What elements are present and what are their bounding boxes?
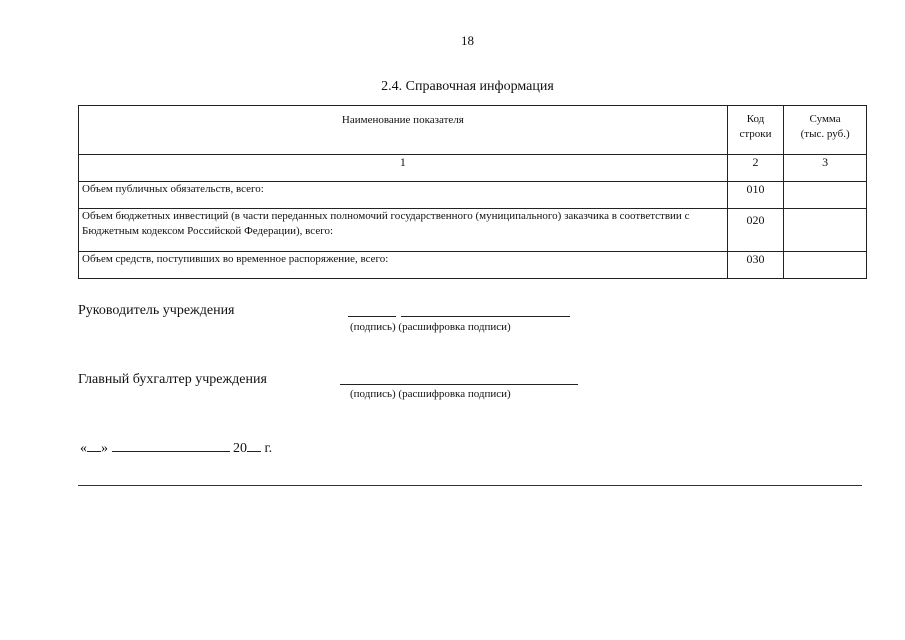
header-indicator-name: Наименование показателя: [79, 106, 728, 155]
row-line-code: 010: [727, 182, 784, 209]
reference-info-table: [78, 105, 867, 279]
header-sum-line1: Сумма: [809, 113, 841, 125]
table-row: [79, 209, 867, 252]
row-sum-cell[interactable]: [784, 252, 867, 279]
header-sum-line2: (тыс. руб.): [800, 128, 850, 140]
header-code-line1: Код: [746, 113, 765, 125]
date-month-blank[interactable]: [112, 437, 230, 452]
head-signature-decode-line[interactable]: [401, 316, 570, 317]
footer-divider: [78, 485, 862, 486]
section-title: 2.4. Справочная информация: [381, 79, 554, 94]
column-number: 3: [784, 155, 867, 182]
row-line-code: 030: [727, 252, 784, 279]
head-signature-label: Руководитель учреждения: [78, 303, 235, 318]
date-year-suffix: г.: [264, 441, 273, 456]
table-row: [79, 252, 867, 279]
head-signature-caption: (подпись) (расшифровка подписи): [350, 321, 511, 333]
column-number: 2: [727, 155, 784, 182]
accountant-signature-label: Главный бухгалтер учреждения: [78, 372, 267, 387]
accountant-signature-line[interactable]: [340, 384, 578, 385]
header-line-code: [727, 106, 784, 155]
row-indicator-name: Объем бюджетных инвестиций (в части переданных полномочий государственного (муниципального) заказчика в соответствии с Бюджетным кодексом Российской Федерации), всего:: [79, 209, 728, 252]
page-number: 18: [461, 33, 474, 48]
header-sum: [784, 106, 867, 155]
table-row: [79, 182, 867, 209]
row-sum-cell[interactable]: [784, 182, 867, 209]
head-signature-line[interactable]: [348, 316, 396, 317]
accountant-signature-caption: (подпись) (расшифровка подписи): [350, 388, 511, 400]
column-number-row: [79, 155, 867, 182]
date-year-prefix: 20: [233, 441, 247, 456]
column-number: 1: [79, 155, 728, 182]
header-code-line2: строки: [739, 128, 772, 140]
row-indicator-name: Объем средств, поступивших во временное распоряжение, всего:: [79, 252, 728, 279]
date-line: [80, 437, 272, 457]
table-header-row: [79, 106, 867, 155]
row-line-code: 020: [727, 209, 784, 252]
date-day-blank[interactable]: [87, 437, 101, 452]
row-indicator-name: Объем публичных обязательств, всего:: [79, 182, 728, 209]
date-close-quote: »: [101, 441, 108, 456]
date-open-quote: «: [80, 441, 87, 456]
date-year-blank[interactable]: [247, 437, 261, 452]
row-sum-cell[interactable]: [784, 209, 867, 252]
